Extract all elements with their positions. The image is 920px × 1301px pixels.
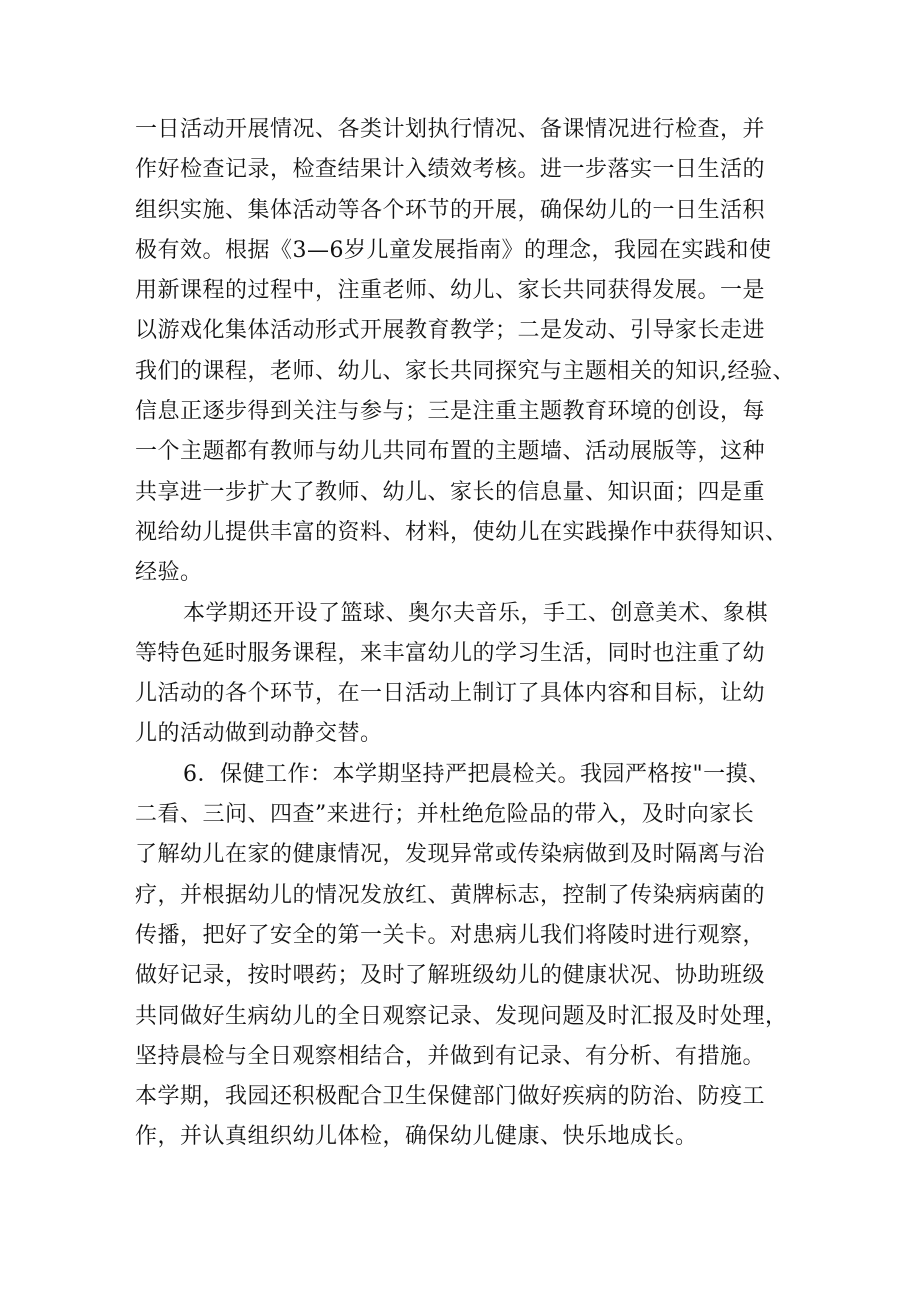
document-body [135,110,795,1158]
text-line: 疗，并根据幼儿的情况发放红、黄牌标志，控制了传染病病菌的 [135,882,766,908]
text-line: 本学期，我园还积极配合卫生保健部门做好疾病的防治、防疫工 [135,1084,766,1110]
text-line: 了解幼儿在家的健康情况，发现异常或传染病做到及时隔离与治 [135,842,766,868]
text-line: 做好记录，按时喂药；及时了解班级幼儿的健康状况、协助班级 [135,963,766,989]
text-line: 我们的课程，老师、幼儿、家长共同探究与主题相关的知识,经验、 [135,358,795,384]
text-line: 儿活动的各个环节，在一日活动上制订了具体内容和目标，让幼 [135,681,766,707]
text-line: 坚持晨检与全日观察相结合，并做到有记录、有分析、有措施。 [135,1043,766,1069]
text-line: 信息正逐步得到关注与参与；三是注重主题教育环境的创设，每 [135,399,766,425]
text-line: 经验。 [135,560,203,586]
text-line: 组织实施、集体活动等各个环节的开展，确保幼儿的一日生活积 [135,197,766,223]
text-line: 作，并认真组织幼儿体检，确保幼儿健康、快乐地成长。 [135,1124,698,1150]
text-line: 6．保健工作：本学期坚持严把晨检关。我园严格按"一摸、 [183,761,771,787]
paragraph-extended-courses [135,594,795,755]
paragraph-activities [135,110,795,594]
text-line: 共同做好生病幼儿的全日观察记录、发现问题及时汇报及时处理， [135,1003,788,1029]
text-line: 等特色延时服务课程，来丰富幼儿的学习生活，同时也注重了幼 [135,640,766,666]
text-line: 以游戏化集体活动形式开展教育教学；二是发动、引导家长走进 [135,318,766,344]
text-line: 作好检查记录，检查结果计入绩效考核。进一步落实一日生活的 [135,157,766,183]
text-line: 一个主题都有教师与幼儿共同布置的主题墙、活动展版等，这种 [135,439,766,465]
text-line: 用新课程的过程中，注重老师、幼儿、家长共同获得发展。一是 [135,278,766,304]
text-line: 本学期还开设了篮球、奥尔夫音乐，手工、创意美术、象棋 [183,600,769,626]
text-line: 视给幼儿提供丰富的资料、材料，使幼儿在实践操作中获得知识、 [135,519,788,545]
text-line: 共享进一步扩大了教师、幼儿、家长的信息量、知识面；四是重 [135,479,766,505]
text-line: 传播，把好了安全的第一关卡。对患病儿我们将陵时进行观察， [135,922,766,948]
text-line: 儿的活动做到动静交替。 [135,721,383,747]
text-line: 二看、三问、四查”来进行；并杜绝危险品的带入，及时向家长 [135,802,755,828]
text-line: 极有效。根据《3—6岁儿童发展指南》的理念，我园在实践和使 [135,237,772,263]
text-line: 一日活动开展情况、各类计划执行情况、备课情况进行检查，并 [135,117,766,142]
paragraph-health-care [135,755,795,1158]
